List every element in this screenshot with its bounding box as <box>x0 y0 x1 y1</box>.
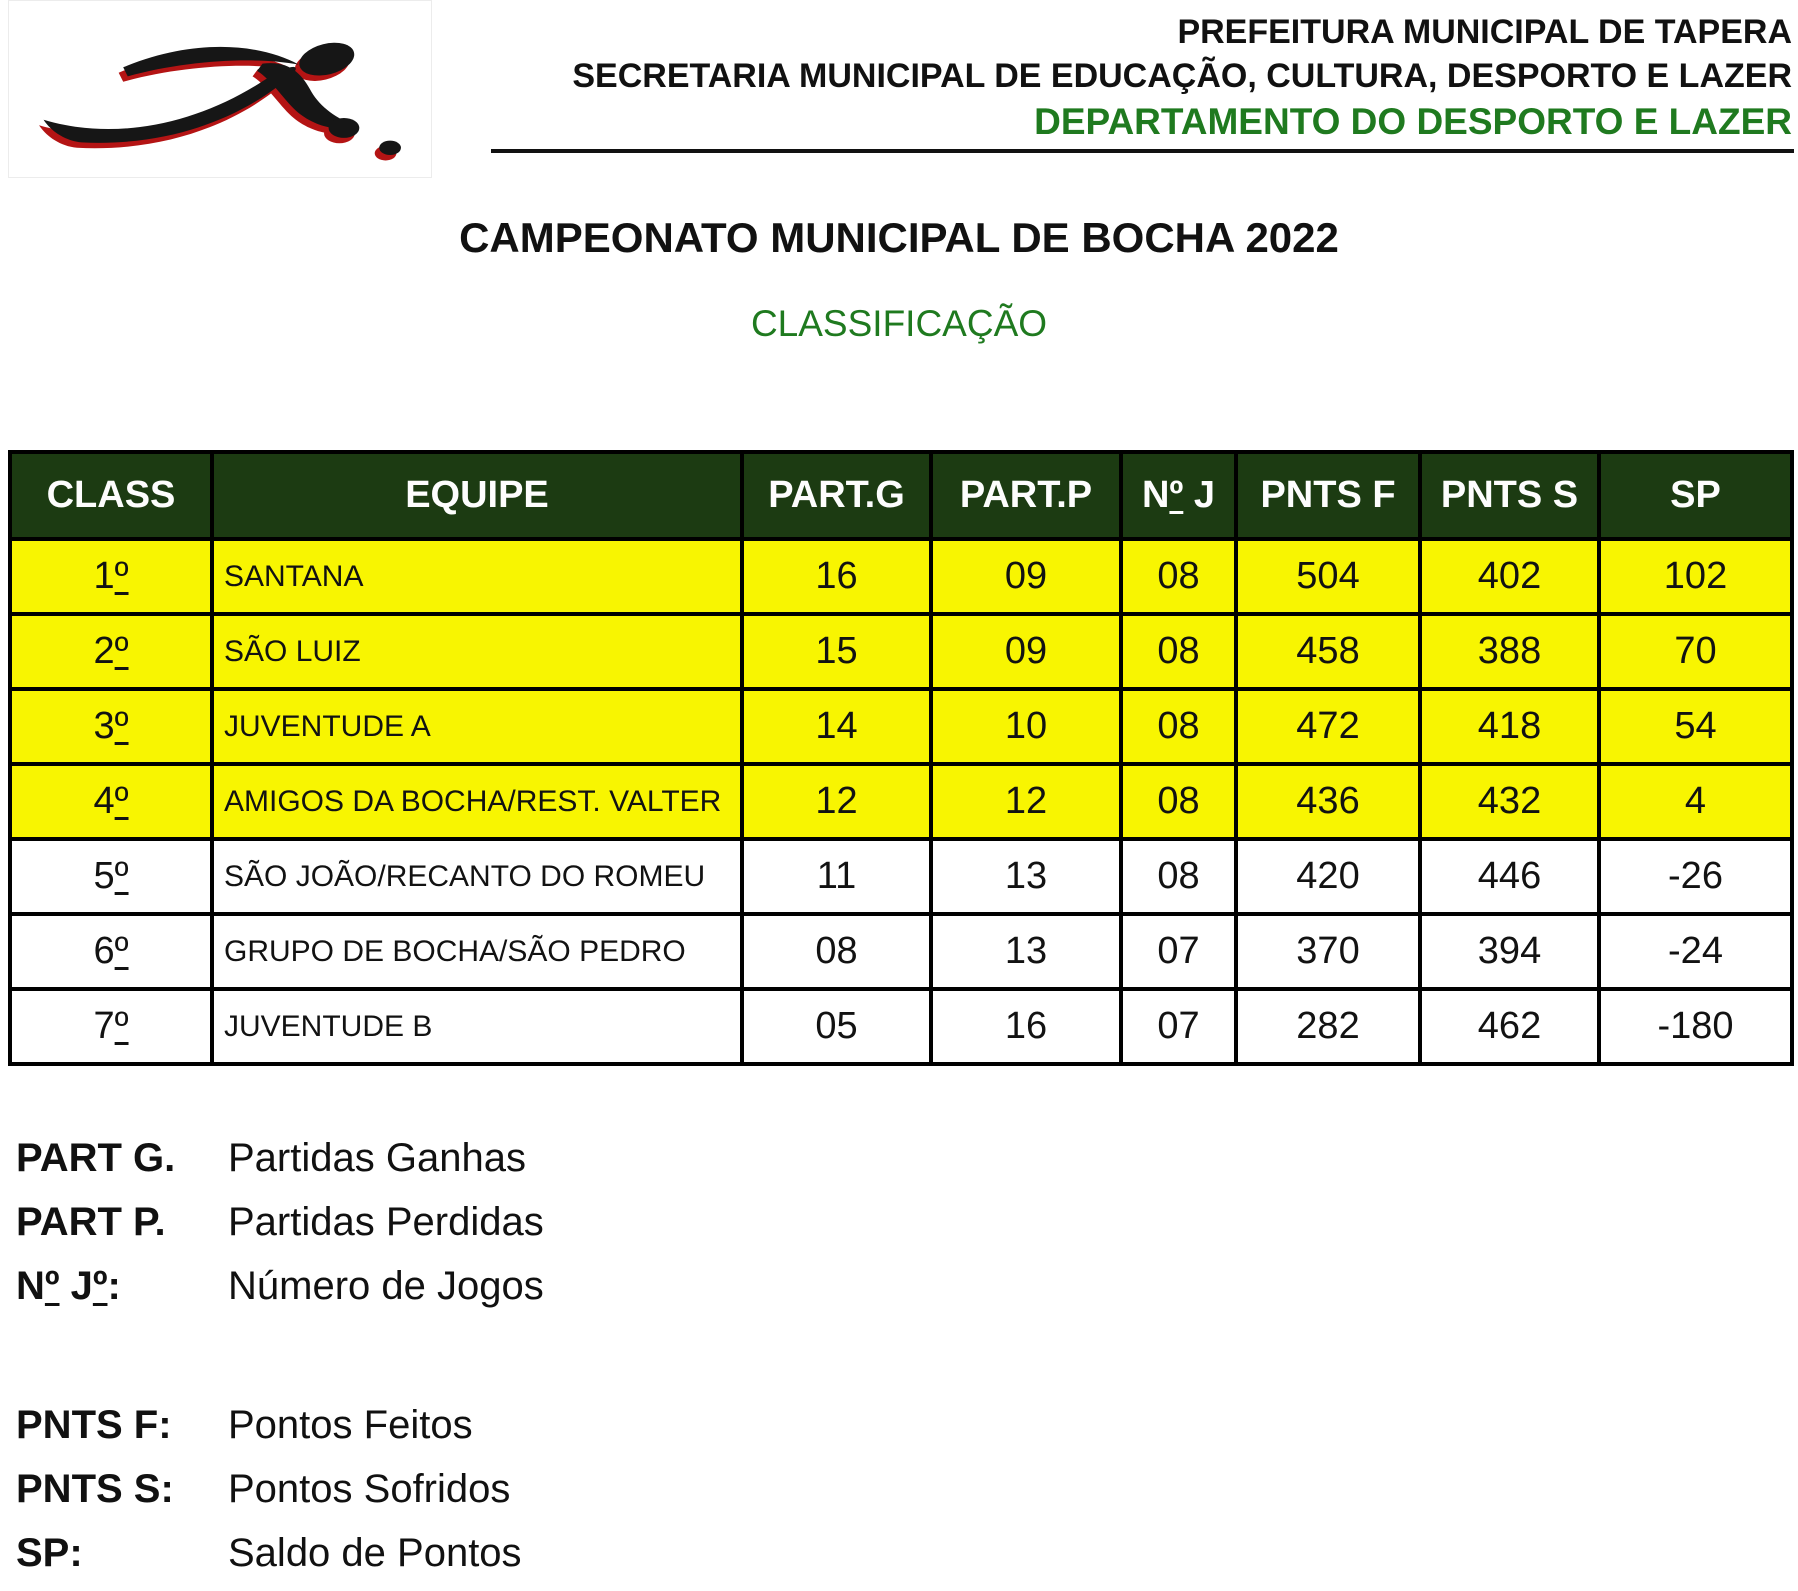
cell-part-g: 08 <box>742 914 931 989</box>
cell-part-p: 13 <box>931 914 1121 989</box>
legend-group-points <box>16 1403 522 1591</box>
cell-pnts-f: 472 <box>1236 689 1420 764</box>
page-subtitle: CLASSIFICAÇÃO <box>750 303 1048 344</box>
cell-part-g: 12 <box>742 764 931 839</box>
cell-class: 6º <box>10 914 212 989</box>
table-row <box>10 689 1792 764</box>
cell-n-j: 08 <box>1121 614 1236 689</box>
legend-abbreviation: PART G. <box>16 1136 176 1180</box>
cell-part-g: 11 <box>742 839 931 914</box>
cell-pnts-s: 402 <box>1420 539 1599 614</box>
cell-pnts-s: 432 <box>1420 764 1599 839</box>
legend-row <box>16 1403 522 1448</box>
cell-part-g: 14 <box>742 689 931 764</box>
legend-group-matches <box>16 1136 544 1328</box>
legend-row <box>16 1136 544 1181</box>
cell-part-g: 16 <box>742 539 931 614</box>
cell-n-j: 08 <box>1121 689 1236 764</box>
cell-sp: 70 <box>1599 614 1792 689</box>
legend-description: Partidas Perdidas <box>228 1200 544 1244</box>
cell-sp: 4 <box>1599 764 1792 839</box>
cell-pnts-f: 282 <box>1236 989 1420 1064</box>
legend-description: Partidas Ganhas <box>228 1136 526 1180</box>
logo-box <box>8 0 432 178</box>
cell-sp: -26 <box>1599 839 1792 914</box>
legend-abbreviation: PNTS F: <box>16 1403 172 1447</box>
cell-equipe: SÃO JOÃO/RECANTO DO ROMEU <box>212 839 742 914</box>
standings-body <box>10 539 1792 1064</box>
legend-row <box>16 1531 522 1576</box>
cell-equipe: SÃO LUIZ <box>212 614 742 689</box>
cell-pnts-f: 436 <box>1236 764 1420 839</box>
legend-description: Saldo de Pontos <box>228 1531 522 1575</box>
column-header-n-j: Nº J <box>1121 452 1236 539</box>
cell-pnts-s: 418 <box>1420 689 1599 764</box>
bocha-player-logo <box>25 13 415 165</box>
cell-pnts-s: 388 <box>1420 614 1599 689</box>
cell-part-p: 12 <box>931 764 1121 839</box>
cell-sp: -180 <box>1599 989 1792 1064</box>
table-header-row <box>10 452 1792 539</box>
cell-equipe: SANTANA <box>212 539 742 614</box>
cell-part-p: 13 <box>931 839 1121 914</box>
cell-pnts-f: 420 <box>1236 839 1420 914</box>
column-header-class: CLASS <box>10 452 212 539</box>
cell-n-j: 07 <box>1121 914 1236 989</box>
legend-description: Número de Jogos <box>228 1264 544 1308</box>
cell-part-p: 09 <box>931 539 1121 614</box>
legend-abbreviation: PART P. <box>16 1200 166 1244</box>
cell-class: 1º <box>10 539 212 614</box>
legend-row <box>16 1264 544 1309</box>
cell-part-p: 10 <box>931 689 1121 764</box>
table-row <box>10 539 1792 614</box>
cell-part-p: 09 <box>931 614 1121 689</box>
legend-description: Pontos Feitos <box>228 1403 473 1447</box>
letterhead-line-1: PREFEITURA MUNICIPAL DE TAPERA <box>1177 13 1792 51</box>
table-row <box>10 764 1792 839</box>
letterhead <box>452 10 1792 146</box>
legend-abbreviation: SP: <box>16 1531 83 1575</box>
cell-sp: -24 <box>1599 914 1792 989</box>
column-header-pnts-s: PNTS S <box>1420 452 1599 539</box>
cell-n-j: 07 <box>1121 989 1236 1064</box>
letterhead-line-2: SECRETARIA MUNICIPAL DE EDUCAÇÃO, CULTURA, DESPORTO E LAZER <box>572 57 1792 95</box>
cell-sp: 54 <box>1599 689 1792 764</box>
cell-equipe: JUVENTUDE A <box>212 689 742 764</box>
cell-equipe: GRUPO DE BOCHA/SÃO PEDRO <box>212 914 742 989</box>
cell-n-j: 08 <box>1121 539 1236 614</box>
column-header-sp: SP <box>1599 452 1792 539</box>
cell-part-g: 15 <box>742 614 931 689</box>
cell-class: 3º <box>10 689 212 764</box>
cell-equipe: AMIGOS DA BOCHA/REST. VALTER <box>212 764 742 839</box>
cell-part-p: 16 <box>931 989 1121 1064</box>
cell-class: 7º <box>10 989 212 1064</box>
legend-abbreviation: PNTS S: <box>16 1467 174 1511</box>
cell-pnts-f: 458 <box>1236 614 1420 689</box>
column-header-equipe: EQUIPE <box>212 452 742 539</box>
legend-row <box>16 1200 544 1245</box>
table-row <box>10 914 1792 989</box>
cell-pnts-f: 370 <box>1236 914 1420 989</box>
cell-equipe: JUVENTUDE B <box>212 989 742 1064</box>
cell-class: 2º <box>10 614 212 689</box>
cell-part-g: 05 <box>742 989 931 1064</box>
table-row <box>10 839 1792 914</box>
table-row <box>10 614 1792 689</box>
letterhead-line-3: DEPARTAMENTO DO DESPORTO E LAZER <box>1034 101 1792 142</box>
legend-abbreviation: Nº Jº: <box>16 1264 121 1308</box>
cell-pnts-s: 446 <box>1420 839 1599 914</box>
cell-class: 4º <box>10 764 212 839</box>
cell-pnts-s: 462 <box>1420 989 1599 1064</box>
cell-pnts-f: 504 <box>1236 539 1420 614</box>
column-header-part-g: PART.G <box>742 452 931 539</box>
column-header-part-p: PART.P <box>931 452 1121 539</box>
cell-n-j: 08 <box>1121 839 1236 914</box>
cell-sp: 102 <box>1599 539 1792 614</box>
cell-n-j: 08 <box>1121 764 1236 839</box>
header-divider <box>491 149 1794 153</box>
column-header-pnts-f: PNTS F <box>1236 452 1420 539</box>
legend-row <box>16 1467 522 1512</box>
cell-pnts-s: 394 <box>1420 914 1599 989</box>
standings-table <box>8 450 1794 1066</box>
table-row <box>10 989 1792 1064</box>
cell-class: 5º <box>10 839 212 914</box>
page-title: CAMPEONATO MUNICIPAL DE BOCHA 2022 <box>459 214 1339 261</box>
legend-description: Pontos Sofridos <box>228 1467 511 1511</box>
